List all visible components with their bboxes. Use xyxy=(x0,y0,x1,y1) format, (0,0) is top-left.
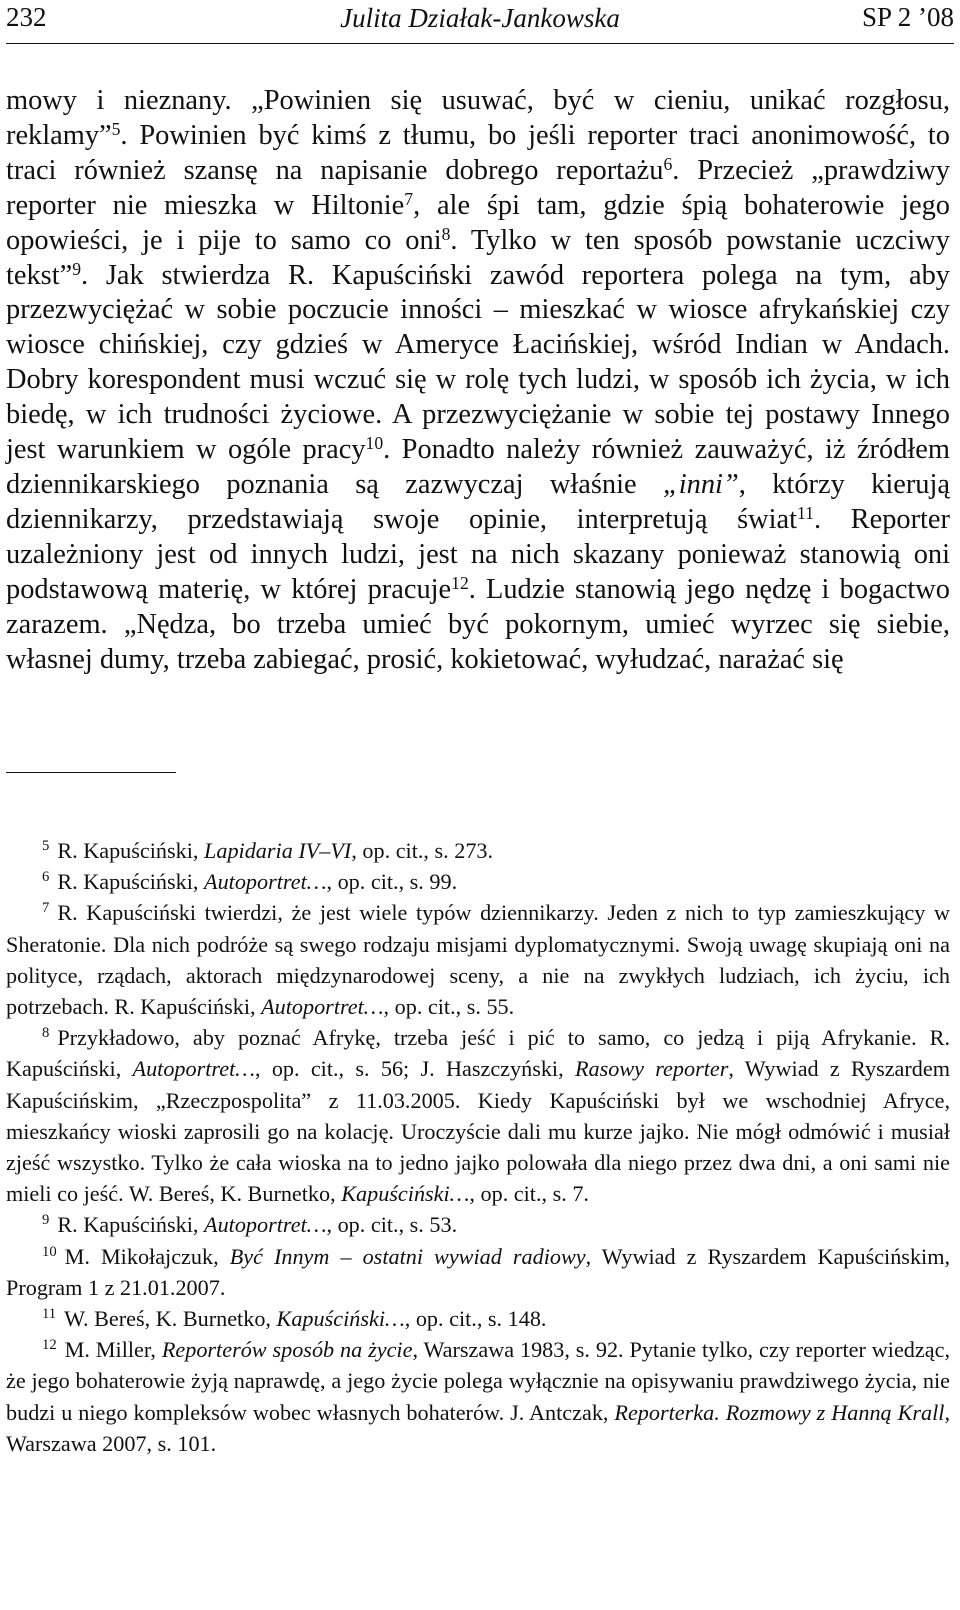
text-segment: . Ponadto należy również zauważyć, iż źródłem dziennikarskiego poznania są zazwyczaj właśnie xyxy=(6,434,950,500)
footnote-title: Rasowy reporter xyxy=(574,1056,729,1082)
journal-reference: SP 2 ’08 xyxy=(861,2,954,32)
footnote-12 xyxy=(6,1334,950,1459)
footnote-text: , op. cit., s. 55. xyxy=(383,994,515,1020)
page-number: 232 xyxy=(6,2,47,32)
footnote-title: Autoportret… xyxy=(261,994,384,1020)
footnote-text: , Warszawa 2007, s. 101. xyxy=(6,1399,950,1456)
footnote-text: , op. cit., s. 53. xyxy=(326,1212,458,1238)
footnote-number: 12 xyxy=(42,1337,57,1354)
footnote-separator xyxy=(6,772,176,773)
text-segment: , ale śpi tam, gdzie śpią bohaterowie jego opowieści, je i pije to samo co oni xyxy=(6,189,950,256)
footnote-text: , op. cit., s. 273. xyxy=(351,838,494,863)
footnote-text: , op. cit., s. 56; J. Haszczyński, xyxy=(254,1056,575,1082)
text-segment: mowy i nieznany. „Powinien się usuwać, być w cieniu, unikać rozgłosu, reklamy” xyxy=(6,85,950,151)
text-segment: . Reporter uzależniony jest od innych ludzi, jest na nich skazany ponieważ stanowią oni podstawową materię, w której pracuje xyxy=(6,503,950,605)
footnote-text: , op. cit., s. 148. xyxy=(404,1306,547,1332)
footnote-11 xyxy=(6,1303,950,1334)
footnote-ref-12[interactable]: 12 xyxy=(451,572,469,593)
footnote-title: Reporterów sposób na życie xyxy=(161,1337,413,1363)
footnote-title: Reporterka. Rozmowy z Hanną Krall xyxy=(614,1399,945,1425)
header-rule xyxy=(6,43,954,44)
footnote-5 xyxy=(6,835,950,866)
footnote-number: 10 xyxy=(42,1243,57,1260)
running-head-author: Julita Działak-Jankowska xyxy=(340,3,620,33)
footnote-10 xyxy=(6,1241,950,1303)
footnote-ref-9[interactable]: 9 xyxy=(72,258,82,279)
footnote-text: Przykładowo, aby poznać Afrykę, trzeba jeść i pić to samo, co jedzą i piją Afrykanie. R. Kapuściński, xyxy=(6,1025,950,1082)
footnote-title: Lapidaria IV–VI xyxy=(204,838,352,863)
footnote-number: 7 xyxy=(42,900,50,917)
footnote-text: , Wywiad z Ryszardem Kapuścińskim, „Rzeczpospolita” z 11.03.2005. Kiedy Kapuściński był we wschodniej Afryce, mieszkańcy wioski zaprosili go na kolację. Uroczyście dali mu kurze jajko. Nie mógł odmówić i musiał zjeść wszystko. Tylko że cała wioska na to jedno jajko polowała dla niego przez dwa dni, a oni sami nie mieli co jeść. W. Bereś, K. Burnetko, xyxy=(6,1056,950,1207)
text-segment: . Tylko w ten sposób powstanie uczciwy tekst” xyxy=(6,224,950,291)
footnote-text: W. Bereś, K. Burnetko, xyxy=(64,1306,277,1332)
footnote-ref-8[interactable]: 8 xyxy=(441,223,451,244)
footnote-title: Kapuściński… xyxy=(276,1306,405,1332)
footnote-number: 11 xyxy=(42,1306,57,1322)
footnote-text: , Warszawa 1983, s. 92. Pytanie tylko, czy reporter wiedząc, że jego bohaterowie żyją naprawdę, a jego życie polega wyłącznie na opisywaniu prawdziwego życia, nie budzi u niego kompleksów wobec własnych bohaterów. J. Antczak, xyxy=(6,1337,950,1425)
footnote-text: , op. cit., s. 7. xyxy=(469,1181,589,1207)
footnote-text: M. Miller, xyxy=(64,1337,162,1363)
running-header xyxy=(6,2,954,42)
main-text xyxy=(6,84,950,677)
footnote-7 xyxy=(6,897,950,1022)
footnote-text: R. Kapuściński, xyxy=(57,1212,205,1238)
footnote-number: 5 xyxy=(42,837,50,854)
footnote-number: 9 xyxy=(42,1212,50,1229)
footnotes xyxy=(6,835,950,1459)
footnote-ref-7[interactable]: 7 xyxy=(404,188,414,209)
body-paragraph xyxy=(6,84,950,677)
footnote-title: Autoportret… xyxy=(132,1056,255,1082)
footnote-ref-5[interactable]: 5 xyxy=(111,119,121,140)
text-segment: , którzy kierują dziennikarzy, przedstawiają swoje opinie, interpretują świat xyxy=(6,468,950,535)
footnote-text: M. Mikołajczuk, xyxy=(64,1243,230,1269)
footnote-ref-11[interactable]: 11 xyxy=(797,503,814,524)
footnote-8 xyxy=(6,1022,950,1209)
footnote-ref-10[interactable]: 10 xyxy=(365,433,384,454)
footnote-text: , Wywiad z Ryszardem Kapuścińskim, Program 1 z 21.01.2007. xyxy=(6,1243,951,1300)
footnote-number: 8 xyxy=(42,1025,50,1042)
footnote-number: 6 xyxy=(42,869,50,886)
footnote-6 xyxy=(6,866,950,897)
footnote-ref-6[interactable]: 6 xyxy=(663,154,673,175)
text-segment: . Przecież „prawdziwy reporter nie mieszka w Hiltonie xyxy=(6,154,950,221)
footnote-text: R. Kapuściński twierdzi, że jest wiele typów dziennikarzy. Jeden z nich to typ zamieszkujący w Sheratonie. Dla nich podróże są swego rodzaju misjami dyplomatycznymi. Swoją uwagę skupiają oni na polityce, rządach, aktorach międzynarodowej sceny, a nie na zwykłych ludziach, ich życiu, ich potrzebach. R. Kapuściński, xyxy=(6,900,950,1020)
text-segment: . Jak stwierdza R. Kapuściński zawód reportera polega na tym, aby przezwyciężać w sobie poczucie inności – mieszkać w wiosce afrykańskiej czy wiosce chińskiej, czy gdzieś w Ameryce Łacińskiej, wśród Indian w Andach. Dobry korespondent musi wczuć się w rolę tych ludzi, w sposób ich życia, w ich biedę, w ich trudności życiowe. A przezwyciężanie w sobie tej postawy Innego jest warunkiem w ogóle pracy xyxy=(6,259,950,466)
footnote-title: Kapuściński… xyxy=(341,1181,470,1207)
text-segment: . Powinien być kimś z tłumu, bo jeśli reporter traci anonimowość, to traci również szansę na napisanie dobrego reportażu xyxy=(6,119,950,186)
footnote-text: , op. cit., s. 99. xyxy=(326,869,458,895)
footnote-title: Autoportret… xyxy=(204,869,327,895)
emphasis-inni: „inni” xyxy=(662,468,739,500)
text-segment: . Ludzie stanowią jego nędzę i bogactwo zarazem. „Nędza, bo trzeba umieć być pokornym, umieć wyrzec się siebie, własnej dumy, trzeba zabiegać, prosić, kokietować, wyłudzać, narażać się xyxy=(6,573,951,675)
footnote-title: Być Innym – ostatni wywiad radiowy xyxy=(229,1243,586,1269)
footnote-9 xyxy=(6,1209,950,1240)
footnote-text: R. Kapuściński, xyxy=(57,838,205,863)
footnote-text: R. Kapuściński, xyxy=(57,869,205,895)
footnote-title: Autoportret… xyxy=(204,1212,327,1238)
